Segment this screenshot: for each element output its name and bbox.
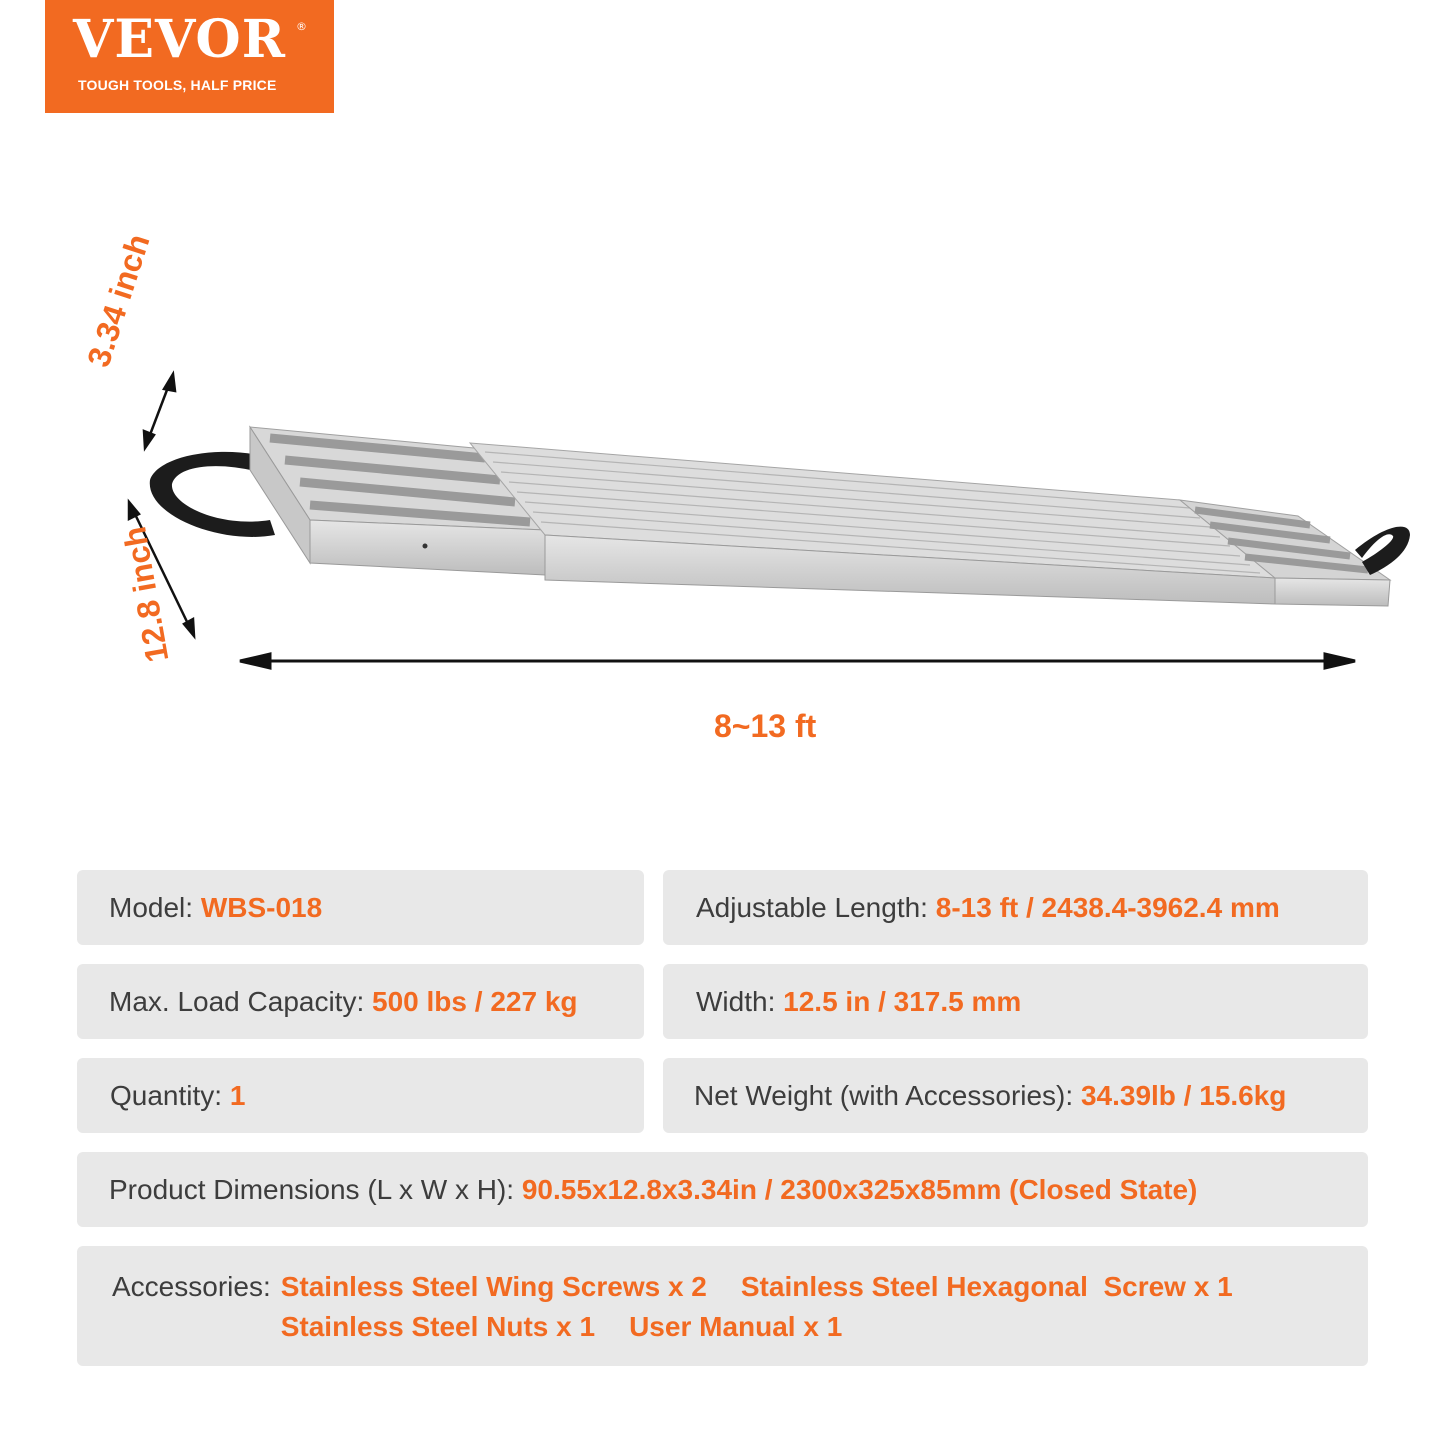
- accessory-item: Stainless Steel Hexagonal Screw x 1: [740, 1271, 1233, 1302]
- width-value: 12.5 in / 317.5 mm: [783, 985, 1022, 1017]
- left-end-side: [310, 520, 545, 575]
- weight-value: 34.39lb / 15.6kg: [1080, 1079, 1287, 1111]
- weight-label: Net Weight (with Accessories):: [694, 1079, 1074, 1111]
- registered-mark: ®: [296, 20, 307, 33]
- spec-card-weight: [663, 1058, 1368, 1133]
- logo-tagline: TOUGH TOOLS, HALF PRICE: [78, 77, 277, 93]
- height-dimension-label: 3.34 inch: [80, 229, 157, 372]
- spec-card-model: [77, 870, 644, 945]
- load-label: Max. Load Capacity:: [109, 985, 365, 1017]
- length-arrow: [240, 654, 1355, 668]
- accessories-list: [281, 1271, 1267, 1343]
- length-value: 8-13 ft / 2438.4-3962.4 mm: [935, 891, 1280, 923]
- product-dimensions-label: Product Dimensions (L x W x H):: [109, 1173, 515, 1205]
- spec-card-length: [663, 870, 1368, 945]
- spec-card-load: [77, 964, 644, 1039]
- accessory-item: Stainless Steel Nuts x 1: [280, 1311, 596, 1342]
- model-value: WBS-018: [200, 891, 323, 923]
- width-label: Width:: [696, 985, 776, 1017]
- width-dimension-label: 12.8 inch: [116, 523, 176, 665]
- model-label: Model:: [109, 891, 194, 923]
- spec-card-accessories: [77, 1246, 1368, 1366]
- logo-wordmark: VEVOR: [73, 9, 286, 70]
- length-dimension-label: 8~13 ft: [714, 708, 817, 744]
- height-arrow: [144, 374, 175, 448]
- quantity-label: Quantity:: [110, 1079, 223, 1111]
- accessory-item: User Manual x 1: [629, 1311, 843, 1342]
- accessory-item: Stainless Steel Wing Screws x 2: [280, 1271, 707, 1302]
- product-dimensions-value: 90.55x12.8x3.34in / 2300x325x85mm (Closed State): [521, 1173, 1198, 1205]
- spec-card-width: [663, 964, 1368, 1039]
- length-label: Adjustable Length:: [696, 891, 928, 923]
- load-value: 500 lbs / 227 kg: [372, 985, 578, 1017]
- spec-card-product-dimensions: [77, 1152, 1368, 1227]
- spec-card-quantity: [77, 1058, 644, 1133]
- quantity-value: 1: [229, 1079, 246, 1111]
- accessories-label: Accessories:: [112, 1271, 271, 1302]
